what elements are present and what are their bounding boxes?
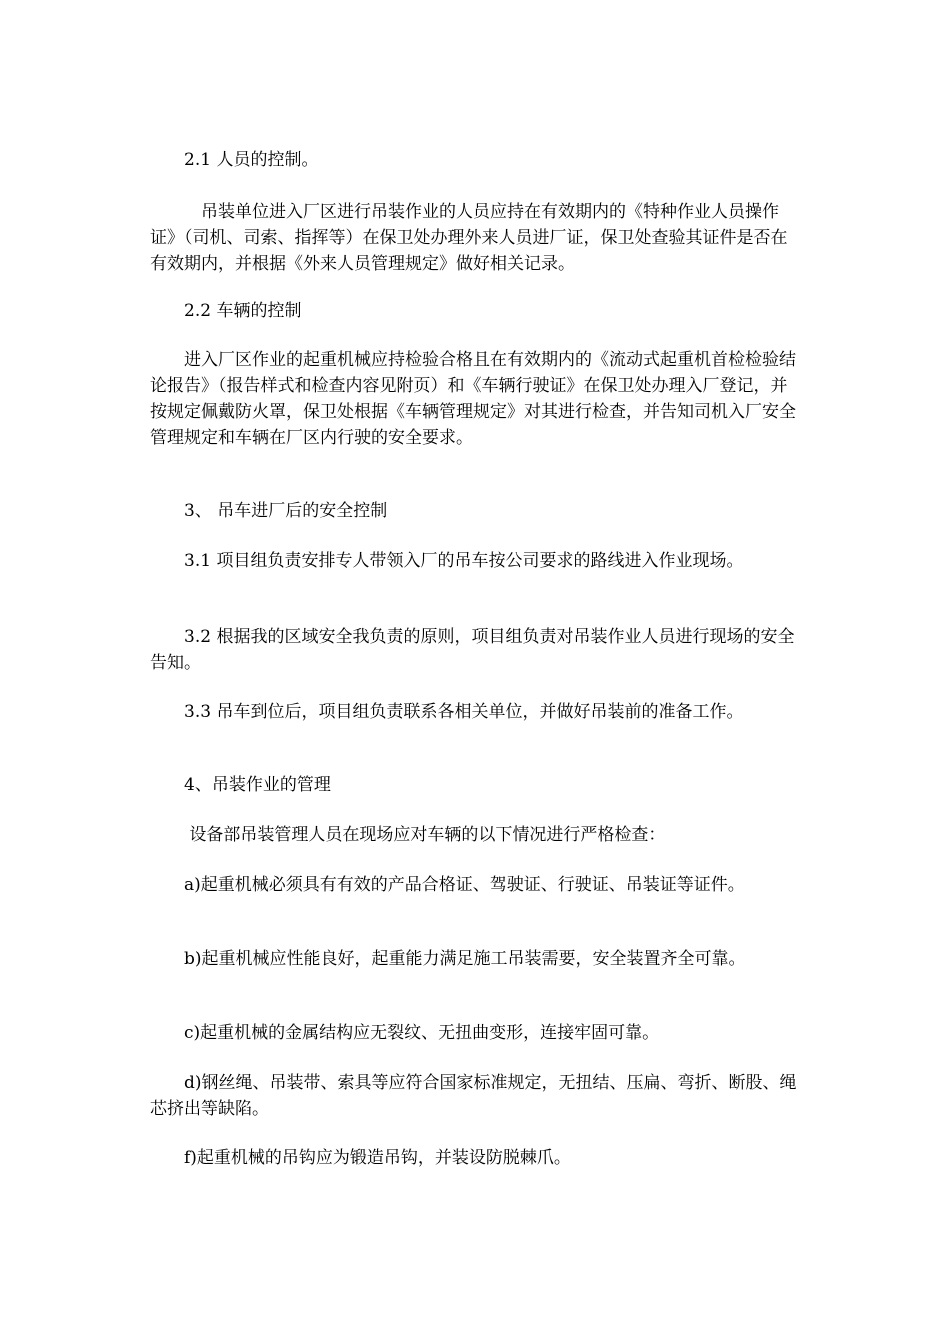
paragraph-3-1: 3.1 项目组负责安排专人带领入厂的吊车按公司要求的路线进入作业现场。 bbox=[150, 551, 744, 571]
list-item-a: a)起重机械必须具有有效的产品合格证、驾驶证、行驶证、吊装证等证件。 bbox=[150, 875, 745, 895]
paragraph-3-2: 3.2 根据我的区域安全我负责的原则，项目组负责对吊装作业人员进行现场的安全告知。 bbox=[150, 627, 795, 673]
heading-3: 3、 吊车进厂后的安全控制 bbox=[150, 501, 388, 521]
list-item-c: c)起重机械的金属结构应无裂纹、无扭曲变形，连接牢固可靠。 bbox=[150, 1023, 660, 1043]
paragraph-inspection-intro: 设备部吊装管理人员在现场应对车辆的以下情况进行严格检查： bbox=[150, 825, 666, 845]
heading-2-1: 2.1 人员的控制。 bbox=[150, 150, 319, 170]
paragraph-3-3: 3.3 吊车到位后，项目组负责联系各相关单位，并做好吊装前的准备工作。 bbox=[150, 702, 744, 722]
list-item-f: f)起重机械的吊钩应为锻造吊钩，并装设防脱棘爪。 bbox=[150, 1148, 571, 1168]
paragraph-vehicle-control: 进入厂区作业的起重机械应持检验合格且在有效期内的《流动式起重机首检检验结论报告》（报告样式和检查内容见附页）和《车辆行驶证》在保卫处办理入厂登记，并按规定佩戴防火罩，保卫处根据《车辆管理规定》对其进行检查，并告知司机入厂安全管理规定和车辆在厂区内行驶的安全要求。 bbox=[150, 350, 796, 448]
list-item-d: d)钢丝绳、吊装带、索具等应符合国家标准规定，无扭结、压扁、弯折、断股、绳芯挤出等缺陷。 bbox=[150, 1073, 797, 1119]
heading-2-2: 2.2 车辆的控制 bbox=[150, 301, 302, 321]
list-item-b: b)起重机械应性能良好，起重能力满足施工吊装需要，安全装置齐全可靠。 bbox=[150, 949, 746, 969]
paragraph-personnel-control: 吊装单位进入厂区进行吊装作业的人员应持在有效期内的《特种作业人员操作证》（司机、司索、指挥等）在保卫处办理外来人员进厂证，保卫处查验其证件是否在有效期内，并根据《外来人员管理规定》做好相关记录。 bbox=[150, 202, 788, 274]
heading-4: 4、吊装作业的管理 bbox=[150, 775, 331, 795]
